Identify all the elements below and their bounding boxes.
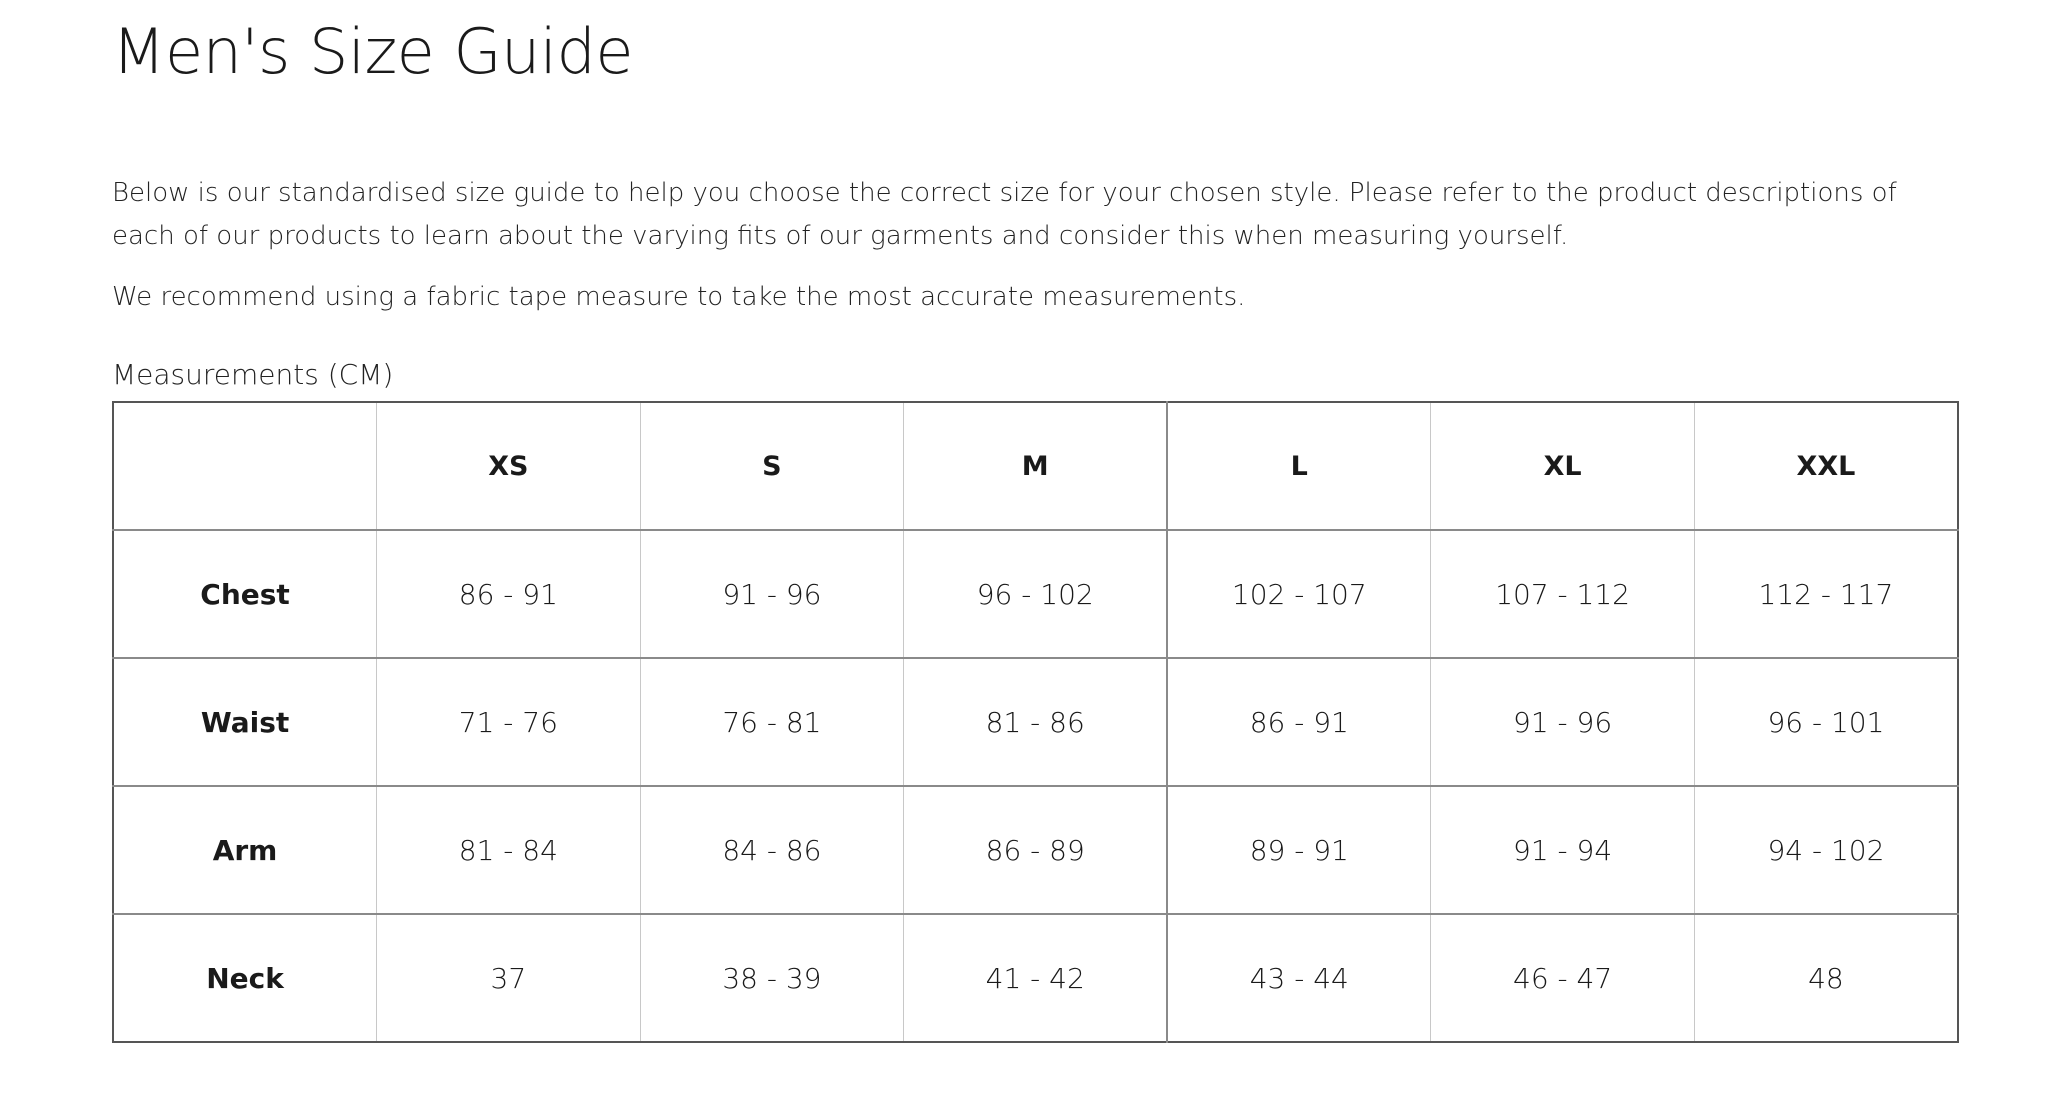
measurement-cell: 89 - 91 [1167,786,1431,914]
measurement-cell: 48 [1694,914,1958,1042]
measurement-cell: 91 - 94 [1431,786,1695,914]
intro-paragraph: Below is our standardised size guide to help you choose the correct size for your chosen style. Please refer to the product descriptions of each of our products to learn about the varying fits of our garments and consider this when measuring yourself. [112,178,1897,251]
measurement-cell: 86 - 91 [377,530,641,658]
size-header-cell: XS [377,402,641,530]
measurement-cell: 46 - 47 [1431,914,1695,1042]
intro-text [112,172,1962,319]
measurement-cell: 71 - 76 [377,658,641,786]
measurement-cell: 84 - 86 [640,786,904,914]
measurement-cell: 91 - 96 [1431,658,1695,786]
measurement-cell: 81 - 86 [904,658,1168,786]
table-header-row [113,402,1958,530]
measurement-cell: 86 - 91 [1167,658,1431,786]
size-header-cell: XL [1431,402,1695,530]
measurement-cell: 91 - 96 [640,530,904,658]
table-row [113,530,1958,658]
size-guide-page [112,0,1962,1043]
measurement-label-cell: Neck [113,914,377,1042]
measurement-label-cell: Arm [113,786,377,914]
size-header-cell: XXL [1694,402,1958,530]
measurement-cell: 102 - 107 [1167,530,1431,658]
measurement-cell: 94 - 102 [1694,786,1958,914]
table-corner-cell [113,402,377,530]
measurement-cell: 43 - 44 [1167,914,1431,1042]
measurement-label-cell: Waist [113,658,377,786]
measurement-cell: 107 - 112 [1431,530,1695,658]
measurement-cell: 81 - 84 [377,786,641,914]
table-caption: Measurements (CM) [112,358,394,391]
size-table [112,401,1959,1043]
page-title: Men's Size Guide [112,15,634,88]
table-row [113,786,1958,914]
measurement-cell: 37 [377,914,641,1042]
measurement-label-cell: Chest [113,530,377,658]
measurement-cell: 76 - 81 [640,658,904,786]
measurement-cell: 96 - 101 [1694,658,1958,786]
measurement-cell: 112 - 117 [1694,530,1958,658]
intro-paragraph: We recommend using a fabric tape measure to take the most accurate measurements. [112,282,1246,312]
table-row [113,914,1958,1042]
size-header-cell: L [1167,402,1431,530]
measurement-cell: 38 - 39 [640,914,904,1042]
table-row [113,658,1958,786]
size-header-cell: M [904,402,1168,530]
measurement-cell: 41 - 42 [904,914,1168,1042]
measurement-cell: 96 - 102 [904,530,1168,658]
measurement-cell: 86 - 89 [904,786,1168,914]
size-header-cell: S [640,402,904,530]
